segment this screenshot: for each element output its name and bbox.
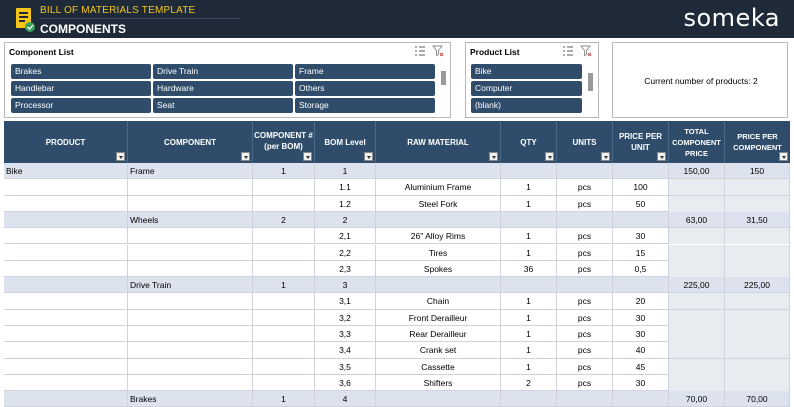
- cell-comp-num[interactable]: [253, 196, 315, 212]
- header-raw-material-label: RAW MATERIAL: [407, 137, 469, 147]
- cell-component[interactable]: [128, 261, 253, 277]
- cell-qty[interactable]: [501, 277, 557, 293]
- material-row: [4, 359, 790, 375]
- cell-product[interactable]: [4, 310, 128, 326]
- app-header: [0, 0, 794, 38]
- header-component-label: COMPONENT: [164, 137, 216, 147]
- cell-product[interactable]: [4, 212, 128, 228]
- cell-total[interactable]: [669, 245, 725, 261]
- header-total-component-price-label: TOTAL COMPONENT PRICE: [672, 126, 721, 158]
- cell-ppc[interactable]: [725, 196, 790, 212]
- cell-product[interactable]: [4, 293, 128, 309]
- cell-raw[interactable]: Chain: [376, 293, 501, 309]
- cell-product[interactable]: [4, 179, 128, 195]
- filter-dropdown-icon[interactable]: [364, 152, 373, 161]
- cell-ppc[interactable]: [725, 261, 790, 277]
- cell-comp-num[interactable]: 1: [253, 277, 315, 293]
- cell-product[interactable]: [4, 277, 128, 293]
- cell-raw[interactable]: Rear Derailleur: [376, 326, 501, 342]
- cell-comp-num[interactable]: [253, 326, 315, 342]
- slicer-item[interactable]: Bike: [471, 64, 582, 79]
- filter-dropdown-icon[interactable]: [779, 152, 788, 161]
- cell-total[interactable]: [669, 179, 725, 195]
- cell-comp-num[interactable]: 1: [253, 163, 315, 179]
- cell-product[interactable]: [4, 245, 128, 261]
- cell-raw[interactable]: Steel Fork: [376, 196, 501, 212]
- material-row: [4, 375, 790, 391]
- cell-units[interactable]: pcs: [557, 310, 613, 326]
- cell-raw[interactable]: [376, 163, 501, 179]
- cell-comp-num[interactable]: [253, 228, 315, 244]
- product-count-box: [612, 42, 788, 118]
- header-qty-label: QTY: [520, 137, 537, 147]
- cell-product[interactable]: [4, 228, 128, 244]
- cell-raw[interactable]: Aluminium Frame: [376, 179, 501, 195]
- header-bom-level-label: BOM Level: [324, 137, 366, 147]
- cell-ppc[interactable]: [725, 375, 790, 391]
- cell-product[interactable]: [4, 261, 128, 277]
- cell-comp-num[interactable]: [253, 310, 315, 326]
- cell-component[interactable]: [128, 179, 253, 195]
- cell-units[interactable]: [557, 212, 613, 228]
- header-product: [4, 121, 128, 163]
- cell-total[interactable]: 225,00: [669, 277, 725, 293]
- cell-product[interactable]: [4, 359, 128, 375]
- cell-price[interactable]: 20: [613, 293, 669, 309]
- cell-component[interactable]: [128, 228, 253, 244]
- cell-component[interactable]: Brakes: [128, 391, 253, 407]
- cell-qty[interactable]: [501, 163, 557, 179]
- header-total-component-price: [669, 121, 725, 163]
- cell-total[interactable]: [669, 310, 725, 326]
- cell-component[interactable]: [128, 375, 253, 391]
- cell-units[interactable]: pcs: [557, 179, 613, 195]
- cell-price[interactable]: 100: [613, 179, 669, 195]
- cell-bom[interactable]: 4: [315, 391, 376, 407]
- cell-qty[interactable]: 1: [501, 196, 557, 212]
- cell-comp-num[interactable]: [253, 245, 315, 261]
- material-row: [4, 196, 790, 212]
- cell-bom[interactable]: 2,3: [315, 261, 376, 277]
- cell-total[interactable]: [669, 375, 725, 391]
- cell-ppc[interactable]: 225,00: [725, 277, 790, 293]
- cell-component[interactable]: [128, 245, 253, 261]
- cell-units[interactable]: [557, 391, 613, 407]
- cell-ppc[interactable]: 31,50: [725, 212, 790, 228]
- cell-component[interactable]: Drive Train: [128, 277, 253, 293]
- cell-component[interactable]: [128, 293, 253, 309]
- cell-total[interactable]: [669, 196, 725, 212]
- material-row: [4, 342, 790, 358]
- cell-bom[interactable]: 3: [315, 277, 376, 293]
- slicer-item[interactable]: Handlebar: [11, 81, 151, 96]
- header-price-per-unit: [613, 121, 669, 163]
- cell-total[interactable]: [669, 326, 725, 342]
- cell-qty[interactable]: 2: [501, 375, 557, 391]
- cell-bom[interactable]: 3,3: [315, 326, 376, 342]
- cell-price[interactable]: 30: [613, 310, 669, 326]
- cell-comp-num[interactable]: [253, 293, 315, 309]
- cell-ppc[interactable]: [725, 342, 790, 358]
- header-price-per-unit-label: PRICE PER UNIT: [618, 132, 663, 152]
- cell-comp-num[interactable]: [253, 375, 315, 391]
- product-count-label: Current number of products: 2: [644, 76, 758, 86]
- multi-select-icon[interactable]: [562, 45, 574, 57]
- cell-component[interactable]: [128, 196, 253, 212]
- cell-bom[interactable]: 2,2: [315, 245, 376, 261]
- cell-price[interactable]: [613, 212, 669, 228]
- cell-bom[interactable]: 2: [315, 212, 376, 228]
- cell-qty[interactable]: 1: [501, 293, 557, 309]
- cell-units[interactable]: pcs: [557, 293, 613, 309]
- cell-raw[interactable]: Spokes: [376, 261, 501, 277]
- app-title: BILL OF MATERIALS TEMPLATE: [40, 5, 196, 16]
- component-row: [4, 277, 790, 293]
- cell-price[interactable]: 30: [613, 228, 669, 244]
- cell-units[interactable]: pcs: [557, 261, 613, 277]
- filter-dropdown-icon[interactable]: [241, 152, 250, 161]
- slicer-scrollbar[interactable]: [588, 63, 593, 115]
- header-product-label: PRODUCT: [45, 137, 86, 147]
- cell-bom[interactable]: 3,2: [315, 310, 376, 326]
- cell-component[interactable]: [128, 326, 253, 342]
- cell-product[interactable]: Bike: [4, 163, 128, 179]
- page-title: COMPONENTS: [40, 22, 127, 36]
- slicer-item[interactable]: Processor: [11, 98, 151, 113]
- cell-component[interactable]: [128, 359, 253, 375]
- slicer-item[interactable]: Drive Train: [153, 64, 293, 79]
- cell-comp-num[interactable]: [253, 359, 315, 375]
- cell-comp-num[interactable]: [253, 342, 315, 358]
- cell-units[interactable]: pcs: [557, 326, 613, 342]
- material-row: [4, 228, 790, 244]
- scroll-thumb[interactable]: [588, 73, 593, 91]
- cell-product[interactable]: [4, 196, 128, 212]
- cell-bom[interactable]: 3,6: [315, 375, 376, 391]
- header-price-per-component-label: PRICE PER COMPONENT: [733, 132, 782, 152]
- cell-units[interactable]: pcs: [557, 375, 613, 391]
- material-row: [4, 261, 790, 277]
- cell-total[interactable]: [669, 261, 725, 277]
- cell-component[interactable]: [128, 310, 253, 326]
- material-row: [4, 326, 790, 342]
- filter-dropdown-icon[interactable]: [303, 152, 312, 161]
- cell-ppc[interactable]: [725, 326, 790, 342]
- component-row: [4, 212, 790, 228]
- cell-bom[interactable]: 1.1: [315, 179, 376, 195]
- cell-total[interactable]: 63,00: [669, 212, 725, 228]
- cell-product[interactable]: [4, 391, 128, 407]
- filter-dropdown-icon[interactable]: [489, 152, 498, 161]
- cell-comp-num[interactable]: 2: [253, 212, 315, 228]
- cell-raw[interactable]: Front Derailleur: [376, 310, 501, 326]
- slicer-item[interactable]: Hardware: [153, 81, 293, 96]
- component-row: [4, 163, 790, 179]
- cell-qty[interactable]: 1: [501, 359, 557, 375]
- material-row: [4, 245, 790, 261]
- cell-ppc[interactable]: [725, 310, 790, 326]
- brand-logo: someka: [683, 4, 780, 32]
- cell-price[interactable]: 40: [613, 342, 669, 358]
- header-qty: [501, 121, 557, 163]
- product-list-slicer: [465, 42, 599, 118]
- cell-raw[interactable]: Tires: [376, 245, 501, 261]
- filter-dropdown-icon[interactable]: [116, 152, 125, 161]
- slicer-item[interactable]: Storage: [295, 98, 435, 113]
- cell-comp-num[interactable]: [253, 179, 315, 195]
- slicer-item[interactable]: (blank): [471, 98, 582, 113]
- cell-ppc[interactable]: [725, 245, 790, 261]
- clear-filter-icon[interactable]: [432, 45, 444, 57]
- cell-total[interactable]: [669, 293, 725, 309]
- spreadsheet-logo-icon: [14, 7, 36, 33]
- cell-raw[interactable]: [376, 277, 501, 293]
- cell-qty[interactable]: 1: [501, 179, 557, 195]
- cell-component[interactable]: Frame: [128, 163, 253, 179]
- cell-units[interactable]: pcs: [557, 342, 613, 358]
- cell-total[interactable]: 150,00: [669, 163, 725, 179]
- cell-qty[interactable]: 1: [501, 245, 557, 261]
- cell-price[interactable]: 30: [613, 326, 669, 342]
- cell-qty[interactable]: 1: [501, 310, 557, 326]
- cell-price[interactable]: [613, 277, 669, 293]
- cell-units[interactable]: pcs: [557, 196, 613, 212]
- cell-price[interactable]: [613, 163, 669, 179]
- cell-ppc[interactable]: [725, 359, 790, 375]
- slicer-item[interactable]: Others: [295, 81, 435, 96]
- filter-dropdown-icon[interactable]: [601, 152, 610, 161]
- cell-total[interactable]: 70,00: [669, 391, 725, 407]
- material-row: [4, 293, 790, 309]
- cell-qty[interactable]: 36: [501, 261, 557, 277]
- product-list-title: Product List: [470, 47, 520, 57]
- multi-select-icon[interactable]: [414, 45, 426, 57]
- cell-total[interactable]: [669, 359, 725, 375]
- cell-total[interactable]: [669, 342, 725, 358]
- cell-comp-num[interactable]: 1: [253, 391, 315, 407]
- header-raw-material: [376, 121, 501, 163]
- cell-price[interactable]: [613, 391, 669, 407]
- cell-raw[interactable]: 26" Alloy Rims: [376, 228, 501, 244]
- cell-bom[interactable]: 1: [315, 163, 376, 179]
- cell-product[interactable]: [4, 342, 128, 358]
- cell-units[interactable]: [557, 163, 613, 179]
- cell-bom[interactable]: 3,1: [315, 293, 376, 309]
- cell-raw[interactable]: [376, 391, 501, 407]
- cell-ppc[interactable]: 150: [725, 163, 790, 179]
- header-units-label: UNITS: [572, 137, 597, 147]
- component-list-slicer: [4, 42, 451, 118]
- cell-bom[interactable]: 3,5: [315, 359, 376, 375]
- cell-price[interactable]: 45: [613, 359, 669, 375]
- cell-product[interactable]: [4, 375, 128, 391]
- header-divider: [40, 18, 240, 19]
- cell-qty[interactable]: 1: [501, 228, 557, 244]
- component-row: [4, 391, 790, 407]
- cell-qty[interactable]: 1: [501, 326, 557, 342]
- material-row: [4, 179, 790, 195]
- component-list-title: Component List: [9, 47, 74, 57]
- cell-qty[interactable]: 1: [501, 342, 557, 358]
- cell-bom[interactable]: 1.2: [315, 196, 376, 212]
- cell-price[interactable]: 15: [613, 245, 669, 261]
- cell-units[interactable]: [557, 277, 613, 293]
- filter-dropdown-icon[interactable]: [545, 152, 554, 161]
- slicer-item[interactable]: Seat: [153, 98, 293, 113]
- slicer-scrollbar[interactable]: [441, 63, 446, 115]
- cell-component[interactable]: Wheels: [128, 212, 253, 228]
- cell-total[interactable]: [669, 228, 725, 244]
- header-component-number: [253, 121, 315, 163]
- cell-comp-num[interactable]: [253, 261, 315, 277]
- cell-qty[interactable]: [501, 391, 557, 407]
- cell-ppc[interactable]: [725, 228, 790, 244]
- cell-component[interactable]: [128, 342, 253, 358]
- cell-raw[interactable]: [376, 212, 501, 228]
- header-component: [128, 121, 253, 163]
- scroll-thumb[interactable]: [441, 71, 446, 85]
- cell-bom[interactable]: 3,4: [315, 342, 376, 358]
- cell-bom[interactable]: 2,1: [315, 228, 376, 244]
- clear-filter-icon[interactable]: [580, 45, 592, 57]
- cell-raw[interactable]: Cassette: [376, 359, 501, 375]
- cell-price[interactable]: 0,5: [613, 261, 669, 277]
- cell-price[interactable]: 50: [613, 196, 669, 212]
- material-row: [4, 310, 790, 326]
- slicer-item[interactable]: Brakes: [11, 64, 151, 79]
- cell-price[interactable]: 30: [613, 375, 669, 391]
- cell-units[interactable]: pcs: [557, 245, 613, 261]
- cell-units[interactable]: pcs: [557, 359, 613, 375]
- header-bom-level: [315, 121, 376, 163]
- header-component-number-label: COMPONENT # (per BOM): [254, 131, 313, 151]
- cell-raw[interactable]: Shifters: [376, 375, 501, 391]
- cell-ppc[interactable]: [725, 179, 790, 195]
- cell-ppc[interactable]: 70,00: [725, 391, 790, 407]
- filter-dropdown-icon[interactable]: [657, 152, 666, 161]
- cell-raw[interactable]: Crank set: [376, 342, 501, 358]
- slicer-item[interactable]: Frame: [295, 64, 435, 79]
- cell-units[interactable]: pcs: [557, 228, 613, 244]
- cell-ppc[interactable]: [725, 293, 790, 309]
- cell-qty[interactable]: [501, 212, 557, 228]
- cell-product[interactable]: [4, 326, 128, 342]
- table-header: [4, 121, 790, 163]
- slicer-item[interactable]: Computer: [471, 81, 582, 96]
- header-price-per-component: [725, 121, 790, 163]
- header-units: [557, 121, 613, 163]
